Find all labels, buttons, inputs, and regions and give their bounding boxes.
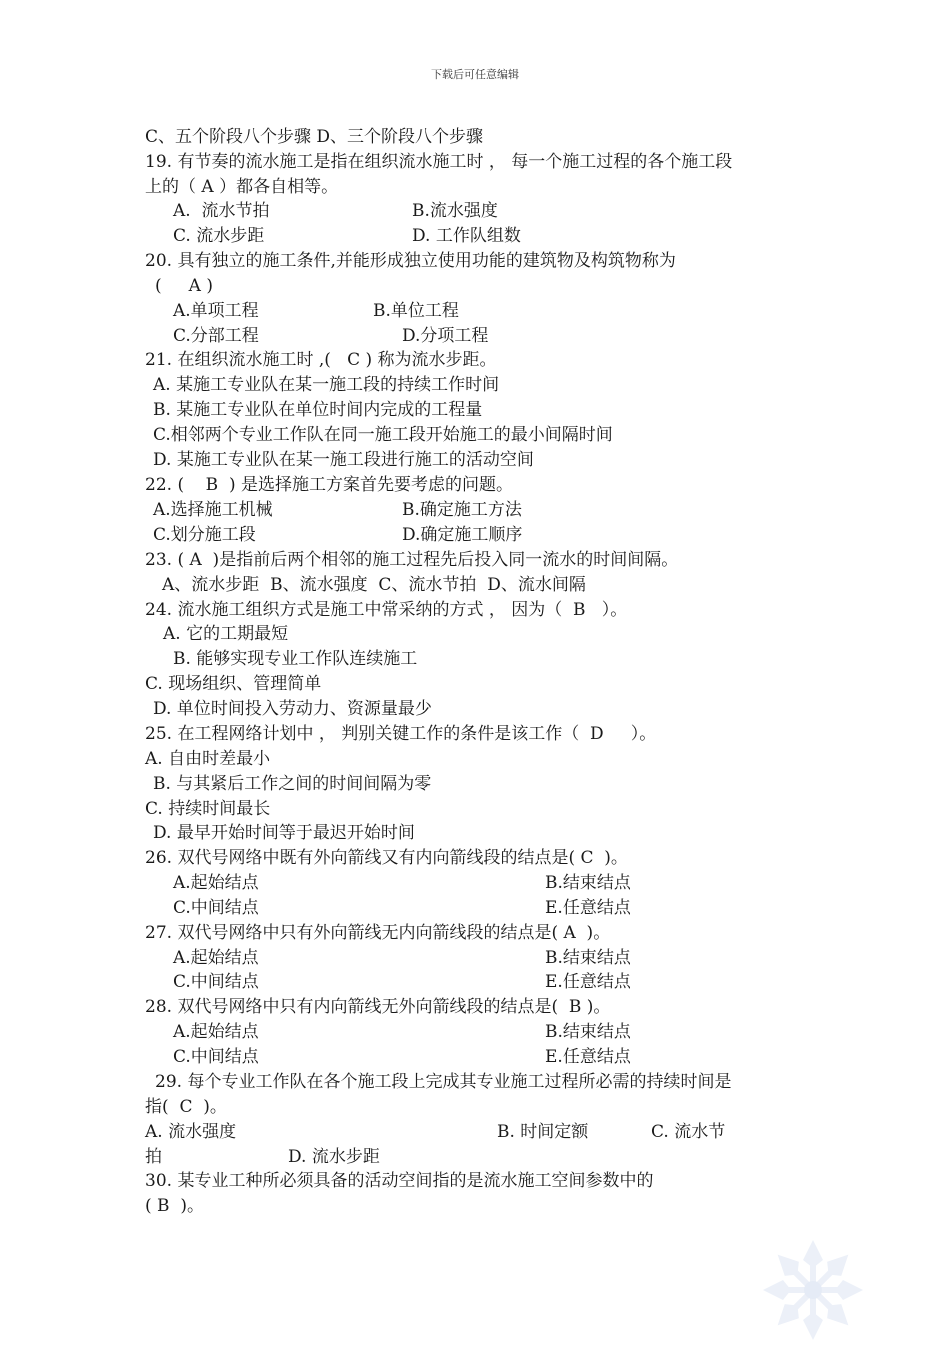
option: A. 流水强度 xyxy=(145,1122,237,1142)
question-29: 29. 每个专业工作队在各个施工段上完成其专业施工过程所必需的持续时间是 xyxy=(155,1072,732,1092)
option: B.单位工程 xyxy=(373,301,459,321)
option: A. 流水节拍 xyxy=(173,201,270,221)
option: B. 某施工专业队在单位时间内完成的工程量 xyxy=(153,400,483,420)
option: D. 工作队组数 xyxy=(412,226,521,246)
option: C.中间结点 xyxy=(173,898,259,918)
option: D. 最早开始时间等于最迟开始时间 xyxy=(153,823,415,843)
option: E.任意结点 xyxy=(545,972,631,992)
option: D.确定施工顺序 xyxy=(402,525,523,545)
option: C.中间结点 xyxy=(173,1047,259,1067)
option: B.结束结点 xyxy=(545,1022,631,1042)
option: C. 现场组织、管理简单 xyxy=(145,674,322,694)
text-line: C、五个阶段八个步骤 D、三个阶段八个步骤 xyxy=(145,127,484,147)
question-25: 25. 在工程网络计划中 ， 判别关键工作的条件是该工作（ D ）。 xyxy=(145,724,657,744)
option: C. 持续时间最长 xyxy=(145,799,271,819)
question-28: 28. 双代号网络中只有内向箭线无外向箭线段的结点是( B )。 xyxy=(145,997,611,1017)
option: A.起始结点 xyxy=(173,948,259,968)
text-line: 指( C )。 xyxy=(145,1097,227,1117)
option: C.相邻两个专业工作队在同一施工段开始施工的最小间隔时间 xyxy=(153,425,613,445)
option: B. 与其紧后工作之间的时间间隔为零 xyxy=(153,774,432,794)
text-line: 上的（ A ）都各自相等。 xyxy=(145,177,339,197)
snowflake-watermark-icon xyxy=(758,1235,868,1345)
option: B.流水强度 xyxy=(412,201,498,221)
option: E.任意结点 xyxy=(545,898,631,918)
question-22: 22. ( B ) 是选择施工方案首先要考虑的问题。 xyxy=(145,475,514,495)
option: E.任意结点 xyxy=(545,1047,631,1067)
question-20: 20. 具有独立的施工条件,并能形成独立使用功能的建筑物及构筑物称为 xyxy=(145,251,676,271)
option: D. 单位时间投入劳动力、资源量最少 xyxy=(153,699,432,719)
option: D. 某施工专业队在某一施工段进行施工的活动空间 xyxy=(153,450,534,470)
question-19: 19. 有节奏的流水施工是指在组织流水施工时 ， 每一个施工过程的各个施工段 xyxy=(145,152,733,172)
option: A.起始结点 xyxy=(173,873,259,893)
option: A.单项工程 xyxy=(173,301,259,321)
question-21: 21. 在组织流水施工时 ,( C ) 称为流水步距。 xyxy=(145,350,497,370)
text-line: ( B )。 xyxy=(145,1196,204,1216)
option: A.起始结点 xyxy=(173,1022,259,1042)
option: C. 流水节 xyxy=(651,1122,726,1142)
question-23: 23. ( A )是指前后两个相邻的施工过程先后投入同一流水的时间间隔。 xyxy=(145,550,679,570)
option: A. 某施工专业队在某一施工段的持续工作时间 xyxy=(153,375,500,395)
option: B.结束结点 xyxy=(545,948,631,968)
option: C.划分施工段 xyxy=(153,525,256,545)
option: B. 能够实现专业工作队连续施工 xyxy=(173,649,418,669)
text-line: ( A ) xyxy=(155,276,213,296)
page-header: 下载后可任意编辑 xyxy=(431,68,519,81)
option: A. 它的工期最短 xyxy=(163,624,289,644)
option: B.确定施工方法 xyxy=(402,500,522,520)
option: B.结束结点 xyxy=(545,873,631,893)
option: A、流水步距 B、流水强度 C、流水节拍 D、流水间隔 xyxy=(162,575,586,595)
option: B. 时间定额 xyxy=(497,1122,589,1142)
option: C. 流水步距 xyxy=(173,226,265,246)
option: C.中间结点 xyxy=(173,972,259,992)
option: A.选择施工机械 xyxy=(153,500,273,520)
question-30: 30. 某专业工种所必须具备的活动空间指的是流水施工空间参数中的 xyxy=(145,1171,654,1191)
option: C.分部工程 xyxy=(173,326,259,346)
question-24: 24. 流水施工组织方式是施工中常采纳的方式 ， 因为（ B ）。 xyxy=(145,600,628,620)
text-line: 拍 xyxy=(145,1147,162,1167)
option: D.分项工程 xyxy=(402,326,489,346)
question-27: 27. 双代号网络中只有外向箭线无内向箭线段的结点是( A )。 xyxy=(145,923,611,943)
option: A. 自由时差最小 xyxy=(145,749,271,769)
option: D. 流水步距 xyxy=(288,1147,380,1167)
question-26: 26. 双代号网络中既有外向箭线又有内向箭线段的结点是( C )。 xyxy=(145,848,628,868)
